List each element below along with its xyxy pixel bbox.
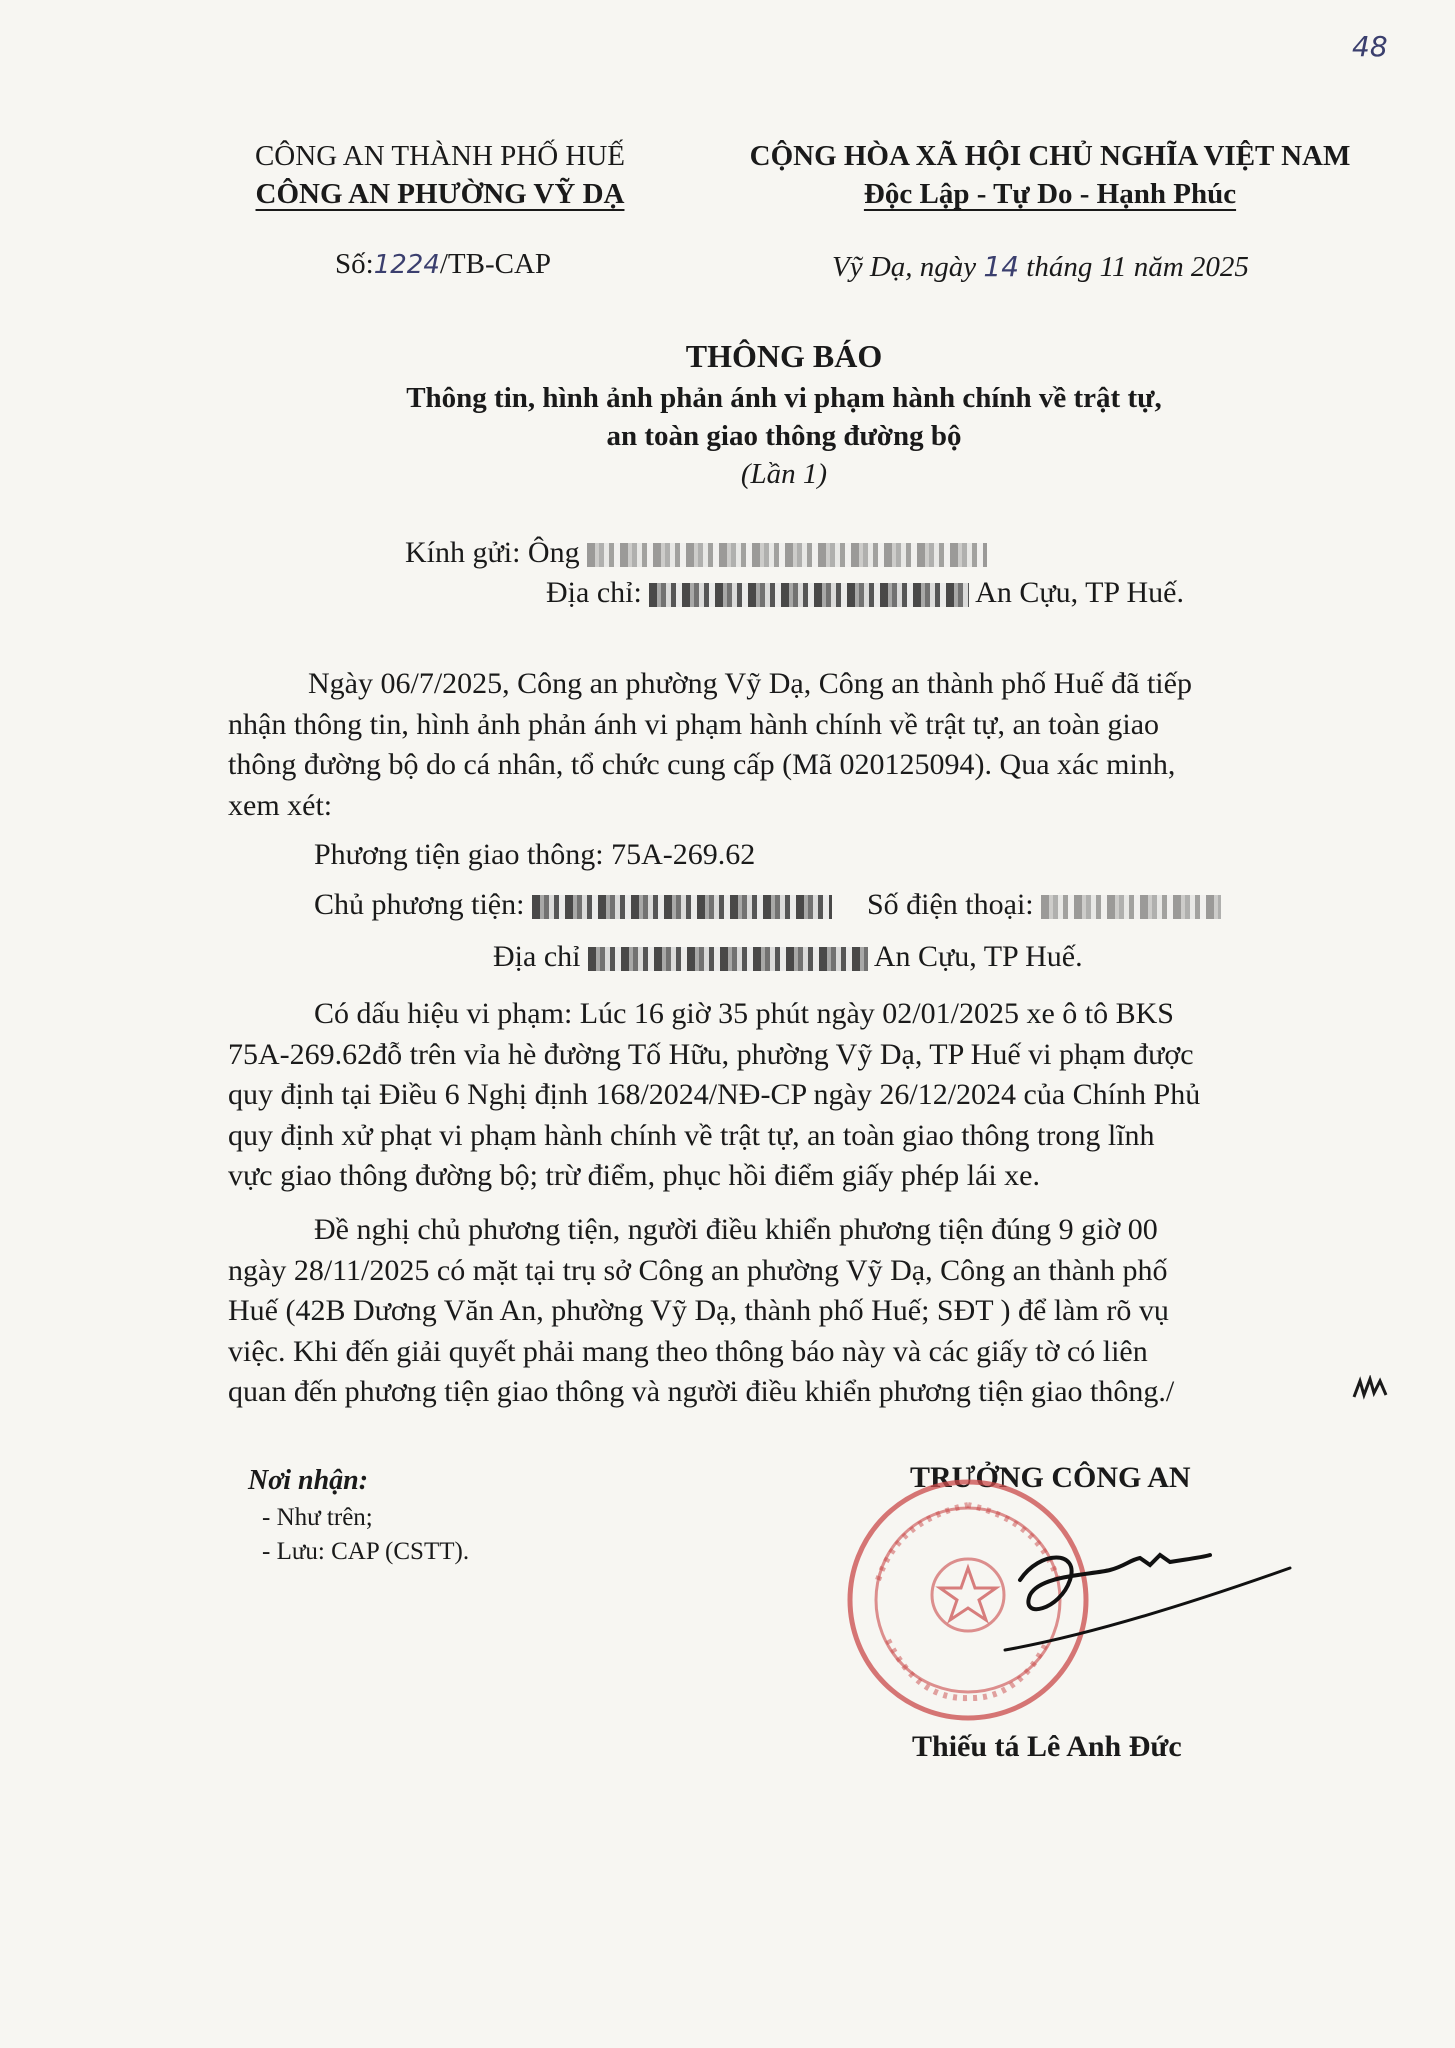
document-number: Số:1224/TB-CAP xyxy=(335,248,552,280)
redacted-owner xyxy=(532,895,832,919)
paragraph-2: Có dấu hiệu vi phạm: Lúc 16 giờ 35 phút ngày 02/01/2025 xe ô tô BKS 75A-269.62đỗ trên vỉa hè đường Tố Hữu, phường Vỹ Dạ, TP Huế vi phạm được quy định tại Điều 6 Nghị định 168/2024/NĐ-CP ngày 26/12/2024 của Chính Phủ quy định xử phạt vi phạm hành chính về trật tự, an toàn giao thông trong lĩnh vực giao thông đường bộ; trừ điểm, phục hồi điểm giấy phép lái xe. xyxy=(228,997,1201,1192)
recipient-item-1: - Như trên; xyxy=(262,1504,373,1531)
page-number: 48 xyxy=(1352,30,1388,63)
agency-city: CÔNG AN THÀNH PHỐ HUẾ xyxy=(254,140,626,172)
owner-address: Địa chỉ An Cựu, TP Huế. xyxy=(493,940,1083,973)
document-date: Vỹ Dạ, ngày 14 tháng 11 năm 2025 xyxy=(832,250,1249,283)
signature xyxy=(1000,1540,1300,1660)
redacted-owner-address xyxy=(588,947,868,971)
paragraph-3: Đề nghị chủ phương tiện, người điều khiển phương tiện đúng 9 giờ 00 ngày 28/11/2025 có mặt tại trụ sở Công an phường Vỹ Dạ, Công an thành phố Huế (42B Dương Văn An, phường Vỹ Dạ, thành phố Huế; SĐT ) để làm rõ vụ việc. Khi đến giải quyết phải mang theo thông báo này và các giấy tờ có liên quan đến phương tiện giao thông và người điều khiển phương tiện giao thông./ xyxy=(228,1213,1175,1408)
national-motto: Độc Lập - Tự Do - Hạnh Phúc xyxy=(863,178,1237,210)
notice-round: (Lần 1) xyxy=(740,458,828,490)
agency-ward: CÔNG AN PHƯỜNG VỸ DẠ xyxy=(255,178,625,210)
paragraph-1: Ngày 06/7/2025, Công an phường Vỹ Dạ, Công an thành phố Huế đã tiếp nhận thông tin, hình ảnh phản ánh vi phạm hành chính về trật tự, an toàn giao thông đường bộ do cá nhân, tổ chức cung cấp (Mã 020125094). Qua xác minh, xem xét: xyxy=(228,667,1192,822)
initials-mark xyxy=(1352,1375,1392,1401)
notice-title: THÔNG BÁO xyxy=(685,338,883,374)
redacted-name xyxy=(587,543,987,567)
notice-subtitle-line1: Thông tin, hình ảnh phản ánh vi phạm hành chính về trật tự, xyxy=(406,382,1162,414)
national-title: CỘNG HÒA XÃ HỘI CHỦ NGHĨA VIỆT NAM xyxy=(749,140,1351,172)
vehicle-owner: Chủ phương tiện: Số điện thoại: xyxy=(314,888,1221,922)
vehicle-plate: Phương tiện giao thông: 75A-269.62 xyxy=(314,838,756,871)
recipient-item-2: - Lưu: CAP (CSTT). xyxy=(262,1538,470,1565)
redacted-address xyxy=(649,583,969,607)
recipient-address: Địa chỉ: An Cựu, TP Huế. xyxy=(546,576,1184,609)
signer-title: TRƯỞNG CÔNG AN xyxy=(910,1461,1191,1494)
signer-name: Thiếu tá Lê Anh Đức xyxy=(912,1730,1182,1763)
recipient-line: Kính gửi: Ông xyxy=(405,536,987,570)
recipients-title: Nơi nhận: xyxy=(248,1465,369,1496)
notice-subtitle-line2: an toàn giao thông đường bộ xyxy=(606,420,962,452)
redacted-phone xyxy=(1041,895,1221,919)
